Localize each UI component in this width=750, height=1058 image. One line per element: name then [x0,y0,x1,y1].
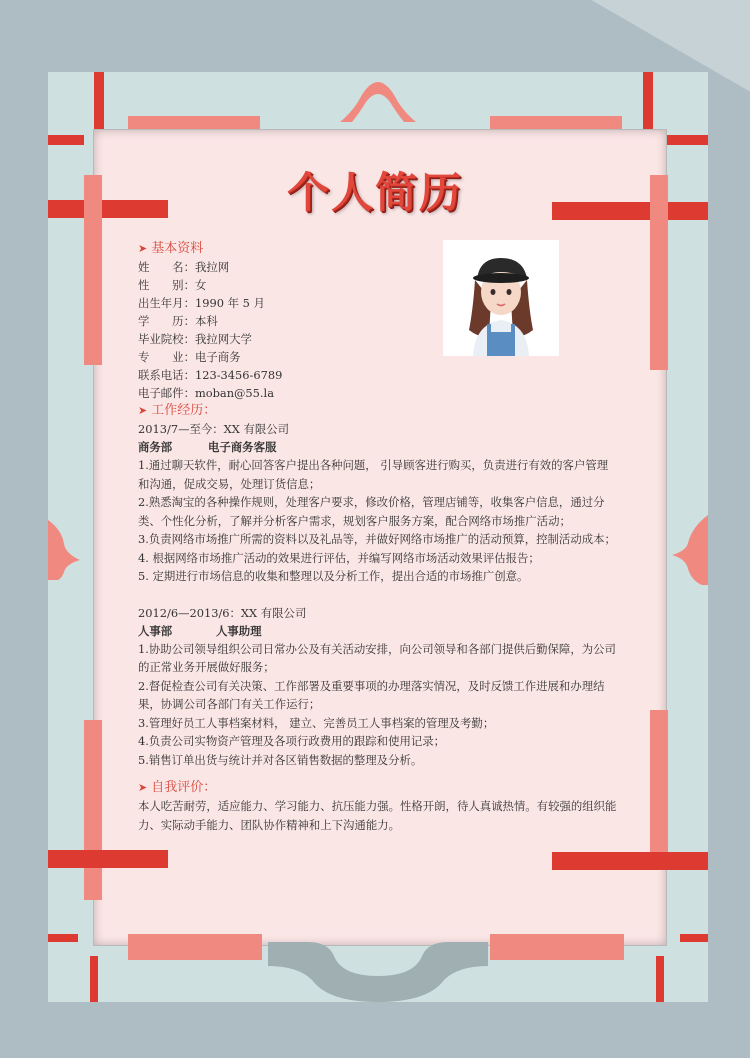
job-period: 2012/6—2013/6：XX 有限公司 [138,605,307,620]
decor-bar [48,850,168,868]
job-duty: 1.协助公司领导组织公司日常办公及有关活动安排，向公司领导和各部门提供后勤保障，为公司的正常业务开展做好服务； [138,641,616,674]
self-eval-heading-text: 自我评价： [151,780,217,795]
job-position: 电子商务客服 [208,440,277,454]
field-label: 电子邮件： [138,386,195,400]
left-side-ornament [48,520,80,580]
decor-bar [666,135,708,145]
field-label: 姓 名： [138,260,195,274]
basic-info-row [138,366,618,384]
right-side-ornament [672,515,708,585]
job-duty: 4. 根据网络市场推广活动的效果进行评估，并编写网络市场活动效果评估报告； [138,550,540,565]
job-entry [138,604,618,770]
top-arch-ornament [340,78,416,122]
arrow-bullet-icon: ➤ [138,242,148,255]
field-label: 学 历： [138,314,195,328]
field-value: 123-3456-6789 [194,368,283,382]
basic-info-heading-text: 基本资料 [151,241,204,256]
field-value: 女 [194,278,207,292]
decor-bar [490,934,624,960]
field-value: 我拉网 [194,260,230,274]
field-label: 专 业： [138,350,195,364]
field-value: 本科 [194,314,218,328]
work-heading-text: 工作经历： [151,403,217,418]
field-value: 电子商务 [194,350,241,364]
work-heading [138,402,618,420]
job-title-row [138,622,618,640]
job-duty: 2.督促检查公司有关决策、工作部署及重要事项的办理落实情况，及时反馈工作进展和办理结果，协调公司各部门有关工作运行； [138,678,605,711]
resume-title: 个人简历 [286,168,463,217]
job-entry [138,420,618,586]
decor-bar [48,135,84,145]
job-duty: 1.通过聊天软件，耐心回答客户提出各种问题， 引导顾客进行购买，负责进行有效的客户管理和沟通，促成交易，处理订货信息； [138,458,609,491]
decor-bar [643,72,653,132]
decor-bar [680,934,708,942]
field-label: 出生年月： [138,296,195,310]
job-duty: 5. 定期进行市场信息的收集和整理以及分析工作，提出合适的市场推广创意。 [138,569,529,583]
basic-info-row [138,330,618,348]
decor-bar [656,956,664,1002]
self-eval-heading [138,779,618,797]
basic-info-heading [138,240,618,258]
decor-bar [128,934,262,960]
field-value: 1990 年 5 月 [194,296,265,310]
field-label: 性 别： [138,278,195,292]
job-duty: 3.负责网络市场推广所需的资料以及礼品等，并做好网络市场推广的活动预算，控制活动成本； [138,532,616,546]
resume-content [138,240,618,834]
job-list [138,420,618,769]
field-value: moban@55.la [194,386,274,400]
basic-info-row [138,258,618,276]
job-duty: 3.管理好员工人事档案材料， 建立、完善员工人事档案的管理及考勤； [138,715,495,730]
basic-info-row [138,384,618,402]
job-duty: 2.熟悉淘宝的各种操作规则，处理客户要求，修改价格，管理店铺等，收集客户信息，通过分类、个性化分析，了解并分析客户需求，规划客户服务方案，配合网络市场推广活动； [138,495,605,528]
decor-bar [48,934,78,942]
job-duty: 4.负责公司实物资产管理及各项行政费用的跟踪和使用记录； [138,734,446,748]
field-value: 我拉网大学 [194,332,252,346]
job-department: 商务部 [138,440,173,454]
decor-bar [650,710,668,860]
basic-info-row [138,312,618,330]
basic-info-row [138,276,618,294]
basic-info-row [138,294,618,312]
arrow-bullet-icon: ➤ [138,404,148,417]
job-department: 人事部 [138,623,173,638]
field-label: 联系电话： [138,368,195,382]
arrow-bullet-icon: ➤ [138,781,148,794]
job-position: 人事助理 [216,623,262,638]
basic-info-row [138,348,618,366]
bottom-arch-ornament [268,942,488,1002]
job-title-row [138,438,618,456]
job-period: 2013/7—至今：XX 有限公司 [138,422,290,436]
decor-bar [552,852,708,870]
decor-bar [90,956,98,1002]
field-label: 毕业院校： [138,332,195,346]
decor-bar [84,720,102,900]
job-duty: 5.销售订单出货与统计并对各区销售数据的整理及分析。 [138,752,423,767]
self-eval-text: 本人吃苦耐劳，适应能力、学习能力、抗压能力强。性格开朗，待人真诚热情。有较强的组织能力、实际动手能力、团队协作精神和上下沟通能力。 [138,799,617,832]
decor-bar [94,72,104,132]
basic-info-list [138,258,618,402]
